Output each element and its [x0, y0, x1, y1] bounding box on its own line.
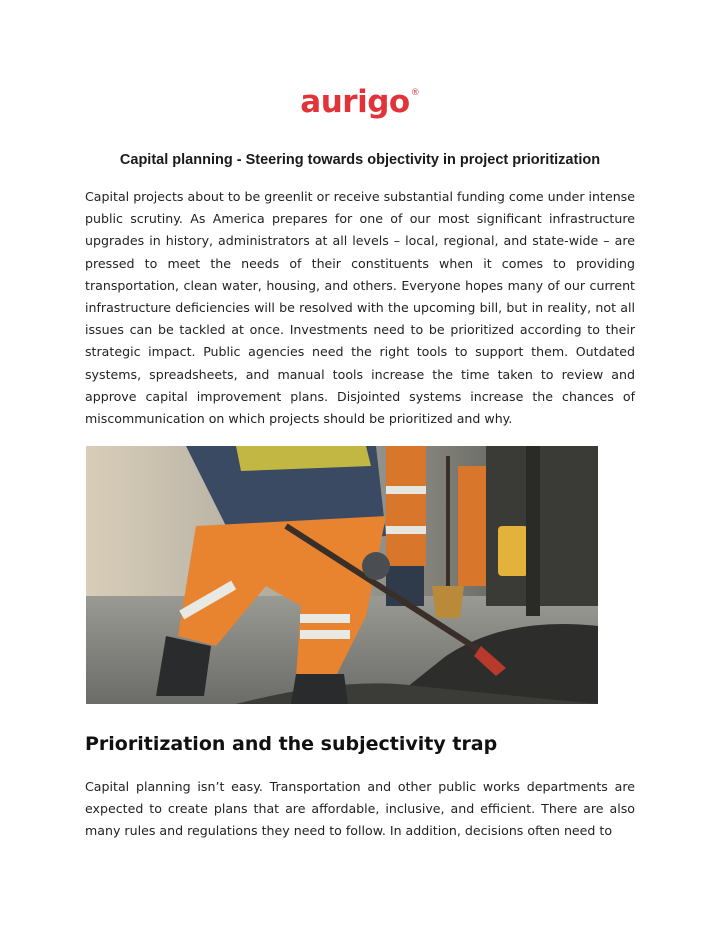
section-paragraph: Capital planning isn’t easy. Transportation and other public works departments are expected to create plans that are affordable, inclusive, and efficient. There are also many rules and regulations they need to follow. In addition, decisions often need to [85, 779, 635, 839]
document-title: Capital planning - Steering towards objectivity in project prioritization [119, 152, 601, 168]
registered-mark-icon: ® [410, 88, 420, 98]
logo-wordmark: aurigo [300, 84, 410, 120]
road-construction-photo-icon [86, 446, 598, 704]
intro-paragraph: Capital projects about to be greenlit or receive substantial funding come under intense public scrutiny. As America prepares for one of our most significant infrastructure upgrades in history, administrators at all levels – local, regional, and state-wide – are pressed to meet the needs of their constituents when it comes to providing transportation, clean water, housing, and others. Everyone hopes many of our current infrastructure deficiencies will be resolved with the upcoming bill, but in reality, not all issues can be tackled at once. Investments need to be prioritized according to their strategic impact. Public agencies need the right tools to support them. Outdated systems, spreadsheets, and manual tools increase the time taken to review and approve capital improvement plans. Disjointed systems increase the chances of miscommunication on which projects should be prioritized and why. [85, 189, 635, 427]
aurigo-logo [0, 84, 720, 120]
construction-workers-photo [86, 446, 598, 704]
section-heading: Prioritization and the subjectivity trap [85, 733, 498, 755]
